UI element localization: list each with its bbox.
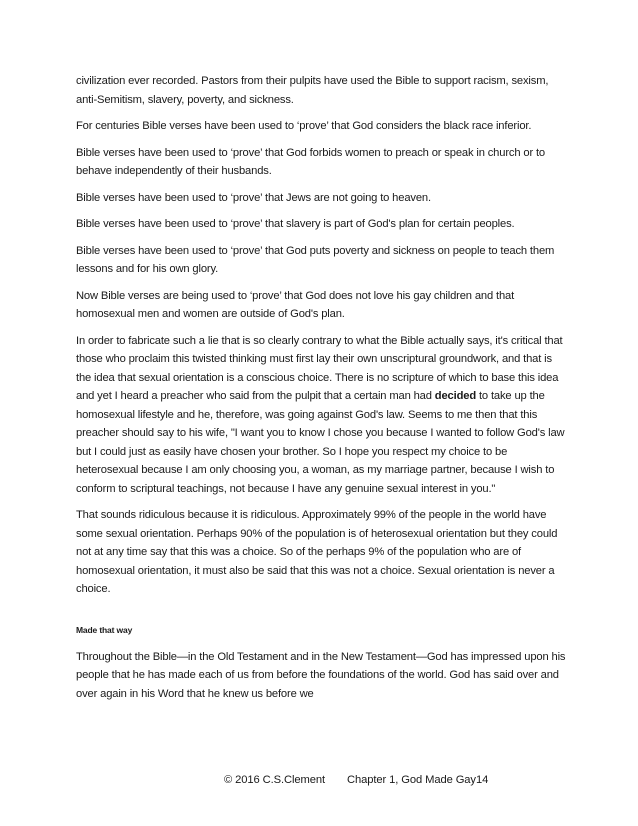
paragraph-8 [76, 332, 566, 499]
paragraph-8-emphasis: decided [434, 390, 477, 402]
paragraph-2: For centuries Bible verses have been used to ‘prove’ that God considers the black race inferior. [76, 120, 532, 132]
paragraph-7: Now Bible verses are being used to ‘prove’ that God does not love his gay children and that homosexual men and women are outside of God's plan. [76, 289, 515, 320]
footer-page-number: 14 [476, 774, 489, 786]
paragraph-10: Throughout the Bible—in the Old Testament and in the New Testament—God has impressed upon his people that he has made each of us from before the foundations of the world. God has said over and over again in his Word that he knew us before we [76, 650, 566, 700]
section-heading: Made that way [76, 624, 133, 635]
paragraph-5: Bible verses have been used to ‘prove’ that slavery is part of God's plan for certain peoples. [76, 218, 515, 230]
paragraph-8-end: to take up the homosexual lifestyle and he, therefore, was going against God's law. Seems to me then that this preacher should say to his wife, "I want you to know I chose you because I wanted to follow God's law but I could just as easily have chosen your brother. So I hope you respect my choice to be heterosexual because I am only choosing you, a woman, as my marriage partner, because I wish to conform to scriptural teachings, not because I have any genuine sexual interest in you." [76, 390, 565, 495]
paragraph-8-start: In order to fabricate such a lie that is so clearly contrary to what the Bible actually says, it's critical that those who proclaim this twisted thinking must first lay their own unscriptural groundwork, and that is the idea that sexual orientation is a conscious choice. There is no scripture of which to base this idea and yet I heard a preacher who said from the pulpit that a certain man had [76, 334, 563, 402]
page-body [76, 72, 566, 711]
footer-copyright: © 2016 C.S.Clement [224, 774, 325, 786]
paragraph-1: civilization ever recorded. Pastors from their pulpits have used the Bible to support racism, sexism, anti-Semitism, slavery, poverty, and sickness. [76, 75, 549, 106]
paragraph-6: Bible verses have been used to ‘prove’ that God puts poverty and sickness on people to teach them lessons and for his own glory. [76, 244, 555, 275]
paragraph-9: That sounds ridiculous because it is ridiculous. Approximately 99% of the people in the world have some sexual orientation. Perhaps 90% of the population is of heterosexual orientation but they could not at any time say that this was a choice. So of the perhaps 9% of the population who are of homosexual orientation, it must also be said that this was not a choice. Sexual orientation is never a choice. [76, 509, 558, 595]
paragraph-4: Bible verses have been used to ‘prove’ that Jews are not going to heaven. [76, 191, 431, 204]
footer-chapter: Chapter 1, God Made Gay [347, 774, 476, 786]
paragraph-3: Bible verses have been used to ‘prove’ that God forbids women to preach or speak in church or to behave independently of their husbands. [76, 146, 546, 177]
